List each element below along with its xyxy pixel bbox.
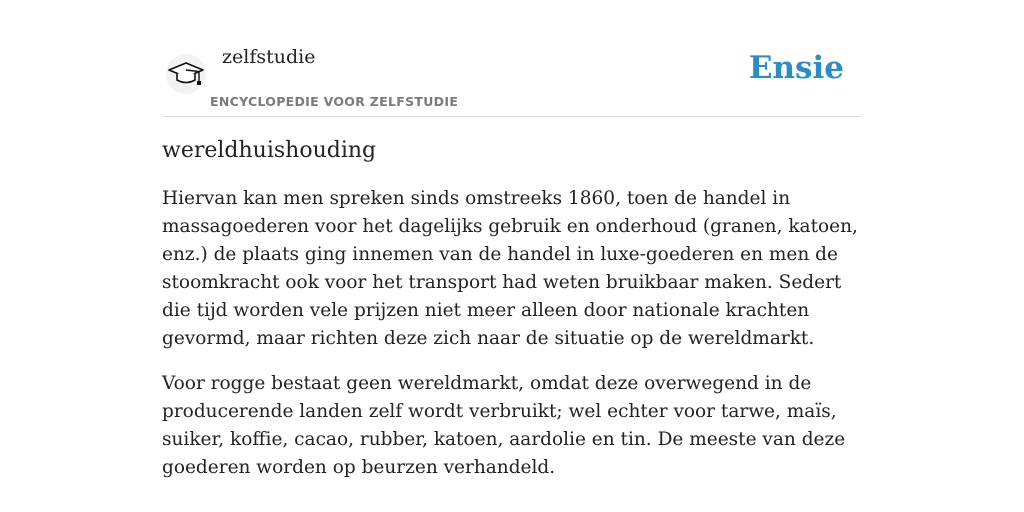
site-tagline: ENCYCLOPEDIE VOOR ZELFSTUDIE xyxy=(210,94,459,109)
page-title: wereldhuishouding xyxy=(162,138,377,163)
graduation-cap-icon[interactable] xyxy=(162,54,210,94)
article xyxy=(162,138,867,499)
article-paragraph: Hiervan kan men spreken sinds omstreeks 1860, toen de handel in massagoederen voor het dagelijks gebruik en onderhoud (granen, katoen, enz.) de plaats ging innemen van de handel in luxe-goederen en men de stoomkracht ook voor het transport had weten bruikbaar maken. Sedert die tijd worden vele prijzen niet meer alleen door nationale krachten gevormd, maar richten deze zich naar de situatie op de wereldmarkt. xyxy=(162,188,858,349)
site-header xyxy=(162,38,862,117)
brand-logo-link[interactable]: Ensie xyxy=(748,50,844,86)
site-name[interactable]: zelfstudie xyxy=(222,46,316,68)
article-paragraph: Voor rogge bestaat geen wereldmarkt, omdat deze overwegend in de producerende landen zelf wordt verbruikt; wel echter voor tarwe, maïs, suiker, koffie, cacao, rubber, katoen, aardolie en tin. De meeste van deze goederen worden op beurzen verhandeld. xyxy=(162,373,846,478)
